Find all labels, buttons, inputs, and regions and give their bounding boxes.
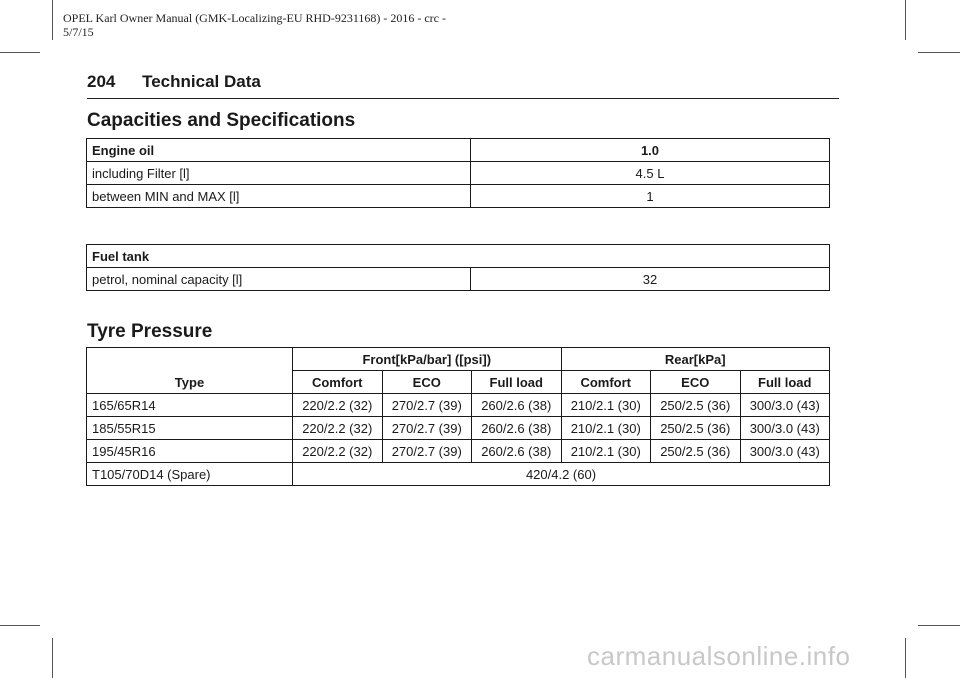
row-label: including Filter [l]: [87, 162, 471, 185]
front-header: Front[kPa/bar] ([psi]): [293, 348, 562, 371]
pressure-cell: 210/2.1 (30): [561, 417, 651, 440]
table-header-row: [87, 348, 830, 371]
pressure-cell: 260/2.6 (38): [472, 394, 562, 417]
pressure-cell: 250/2.5 (36): [651, 440, 741, 463]
pressure-cell: 300/3.0 (43): [740, 440, 830, 463]
crop-mark: [905, 638, 906, 678]
tyre-type-cell: 195/45R16: [87, 440, 293, 463]
pressure-cell: 270/2.7 (39): [382, 440, 472, 463]
table-row: [87, 417, 830, 440]
document-meta: [63, 11, 523, 39]
row-label: petrol, nominal capacity [l]: [87, 268, 471, 291]
fuel-tank-label: Fuel tank: [87, 245, 830, 268]
section-title-capacities: Capacities and Specifications: [87, 110, 356, 131]
table-header-row: [87, 245, 830, 268]
pressure-cell: 300/3.0 (43): [740, 417, 830, 440]
subheader-cell: Full load: [740, 371, 830, 394]
pressure-cell: 210/2.1 (30): [561, 440, 651, 463]
tyre-pressure-table: [86, 347, 830, 486]
pressure-cell: 270/2.7 (39): [382, 394, 472, 417]
table-header-row: [87, 139, 830, 162]
tyre-type-cell: 185/55R15: [87, 417, 293, 440]
row-value: 32: [471, 268, 830, 291]
tyre-type-cell: T105/70D14 (Spare): [87, 463, 293, 486]
subheader-cell: ECO: [382, 371, 472, 394]
section-title-tyre-pressure: Tyre Pressure: [87, 321, 213, 342]
pressure-cell: 220/2.2 (32): [293, 417, 383, 440]
pressure-cell: 210/2.1 (30): [561, 394, 651, 417]
table-row: [87, 463, 830, 486]
table-row: [87, 440, 830, 463]
crop-mark: [918, 52, 960, 53]
pressure-cell: 220/2.2 (32): [293, 440, 383, 463]
crop-mark: [52, 638, 53, 678]
pressure-cell: 250/2.5 (36): [651, 417, 741, 440]
crop-mark: [52, 0, 53, 40]
table-row: [87, 185, 830, 208]
meta-line-1: OPEL Karl Owner Manual (GMK-Localizing-EU RHD-9231168) - 2016 - crc -: [63, 11, 447, 25]
subheader-cell: Comfort: [293, 371, 383, 394]
table-row: [87, 394, 830, 417]
type-header: Type: [87, 348, 293, 394]
crop-mark: [0, 52, 40, 53]
crop-mark: [905, 0, 906, 40]
pressure-cell: 300/3.0 (43): [740, 394, 830, 417]
pressure-cell: 260/2.6 (38): [472, 440, 562, 463]
subheader-cell: Comfort: [561, 371, 651, 394]
row-label: between MIN and MAX [l]: [87, 185, 471, 208]
engine-oil-table: [86, 138, 830, 208]
subheader-cell: Full load: [472, 371, 562, 394]
pressure-cell: 220/2.2 (32): [293, 394, 383, 417]
rear-header: Rear[kPa]: [561, 348, 830, 371]
running-head-section: Technical Data: [142, 72, 261, 91]
pressure-cell: 270/2.7 (39): [382, 417, 472, 440]
engine-oil-label: Engine oil: [87, 139, 471, 162]
crop-mark: [918, 625, 960, 626]
watermark: carmanualsonline.info: [587, 641, 851, 671]
spare-pressure-cell: 420/4.2 (60): [293, 463, 830, 486]
pressure-cell: 260/2.6 (38): [472, 417, 562, 440]
pressure-cell: 250/2.5 (36): [651, 394, 741, 417]
running-head: [87, 72, 839, 99]
table-row: [87, 162, 830, 185]
row-value: 1: [471, 185, 830, 208]
tyre-type-cell: 165/65R14: [87, 394, 293, 417]
fuel-tank-table: [86, 244, 830, 291]
engine-oil-value: 1.0: [471, 139, 830, 162]
subheader-cell: ECO: [651, 371, 741, 394]
row-value: 4.5 L: [471, 162, 830, 185]
crop-mark: [0, 625, 40, 626]
table-row: [87, 268, 830, 291]
meta-line-2: 5/7/15: [63, 25, 94, 39]
page-number: 204: [87, 72, 116, 91]
